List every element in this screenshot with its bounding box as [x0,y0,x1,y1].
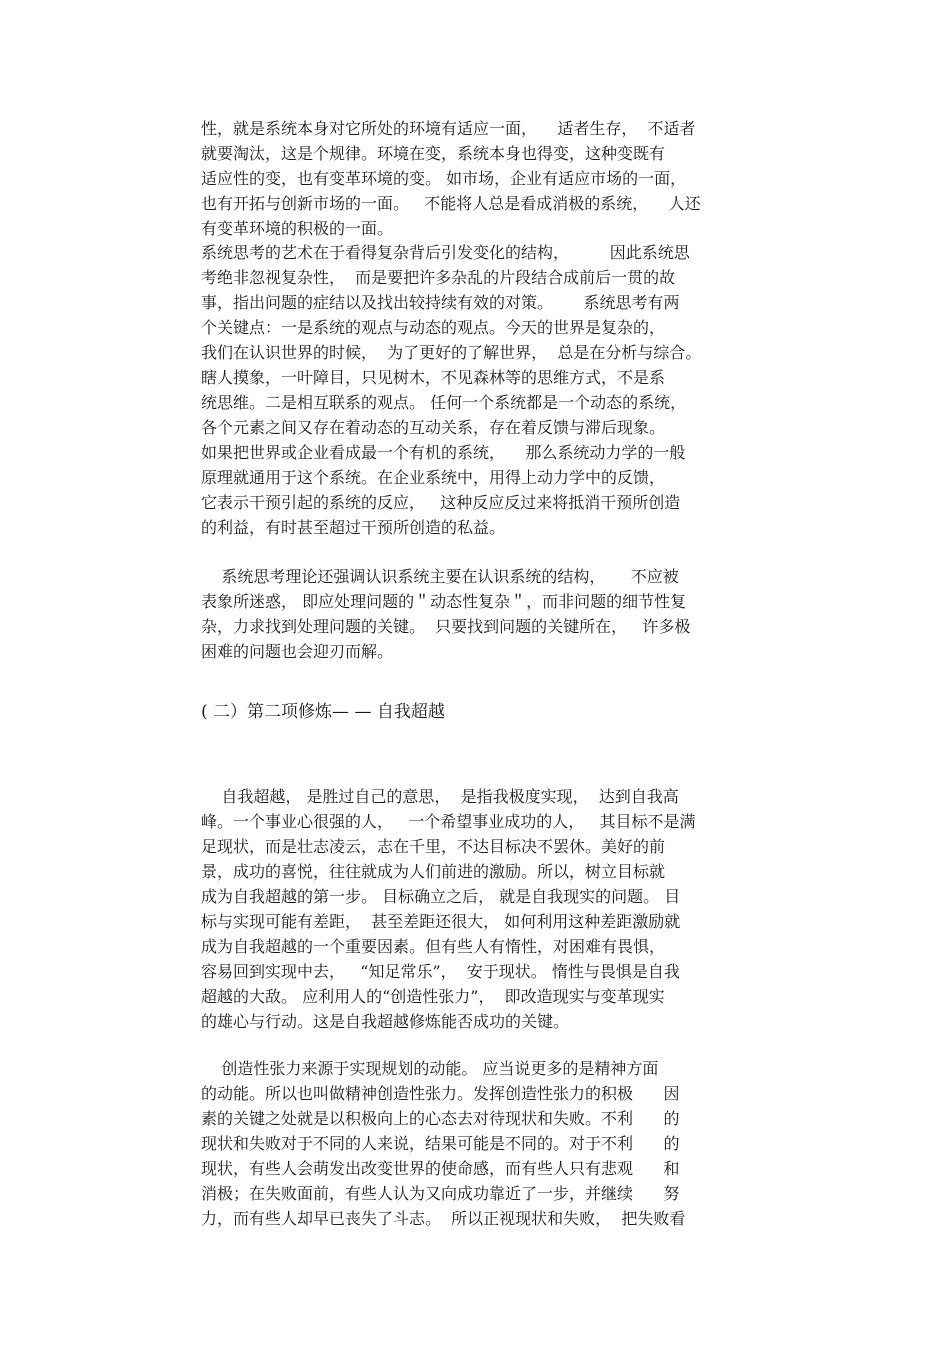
text-line: 各个元素之间又存在着动态的互动关系，存在着反馈与滞后现象。 [201,418,666,437]
text-line: 有变革环境的积极的一面。 [201,219,394,238]
text-line: 杂，力求找到处理问题的关键。 只要找到问题的关键所在， 许多极 [201,617,691,636]
text-line: 统思维。二是相互联系的观点。 任何一个系统都是一个动态的系统， [201,393,687,412]
text-line: 创造性张力来源于实现规划的动能。 应当说更多的是精神方面 [201,1059,659,1078]
text-line: 困难的问题也会迎刃而解。 [201,642,394,661]
text-line: 自我超越， 是胜过自己的意思， 是指我极度实现， 达到自我高 [201,787,679,806]
text-line: 瞎人摸象，一叶障目，只见树木，不见森林等的思维方式，不是系 [201,368,666,387]
text-line: 系统思考的艺术在于看得复杂背后引发变化的结构， 因此系统思 [201,243,690,262]
text-line: 性，就是系统本身对它所处的环境有适应一面， 适者生存， 不适者 [201,119,696,138]
text-line: 成为自我超越的第一步。 目标确立之后， 就是自我现实的问题。 目 [201,887,681,906]
text-line: 的雄心与行动。这是自我超越修炼能否成功的关键。 [201,1012,570,1031]
text-line: 景，成功的喜悦，往往就成为人们前进的激励。所以，树立目标就 [201,862,666,881]
text-line: 的利益，有时甚至超过干预所创造的私益。 [201,518,506,537]
text-line: 标与实现可能有差距， 甚至差距还很大， 如何利用这种差距激励就 [201,912,681,931]
text-line: 我们在认识世界的时候， 为了更好的了解世界， 总是在分析与综合。 [201,343,702,362]
text-line: 也有开拓与创新市场的一面。 不能将人总是看成消极的系统， 人还 [201,194,701,213]
text-line: 的动能。所以也叫做精神创造性张力。发挥创造性张力的积极 因 [201,1084,680,1103]
text-line: 超越的大敌。 应利用人的“创造性张力”， 即改造现实与变革现实 [201,987,665,1006]
text-line: 素的关键之处就是以积极向上的心态去对待现状和失败。不利 的 [201,1109,680,1128]
text-line: 它表示干预引起的系统的反应， 这种反应反过来将抵消干预所创造 [201,493,681,512]
text-line: 原理就通用于这个系统。在企业系统中，用得上动力学中的反馈， [201,468,666,487]
text-line: 事，指出问题的症结以及找出较持续有效的对策。 系统思考有两 [201,293,680,312]
text-line: 表象所迷惑， 即应处理问题的＂动态性复杂＂，而非问题的细节性复 [201,592,687,611]
text-line: 足现状，而是壮志凌云，志在千里，不达目标决不罢休。美好的前 [201,837,666,856]
text-line: 力，而有些人却早已丧失了斗志。 所以正视现状和失败， 把失败看 [201,1209,686,1228]
section-heading: ( 二）第二项修炼— — 自我超越 [201,702,445,722]
text-line: 峰。一个事业心很强的人， 一个希望事业成功的人， 其目标不是满 [201,812,696,831]
text-line: 考绝非忽视复杂性， 而是要把许多杂乱的片段结合成前后一贯的故 [201,268,676,287]
text-line: 如果把世界或企业看成最一个有机的系统， 那么系统动力学的一般 [201,443,686,462]
text-line: 适应性的变，也有变革环境的变。 如市场，企业有适应市场的一面， [201,169,687,188]
text-line: 现状，有些人会萌发出改变世界的使命感，而有些人只有悲观 和 [201,1159,680,1178]
text-line: 现状和失败对于不同的人来说，结果可能是不同的。对于不利 的 [201,1134,680,1153]
text-line: 消极；在失败面前，有些人认为又向成功靠近了一步，并继续 努 [201,1184,680,1203]
text-line: 容易回到实现中去， “知足常乐”， 安于现状。 惰性与畏惧是自我 [201,962,680,981]
text-line: 成为自我超越的一个重要因素。但有些人有惰性，对困难有畏惧， [201,937,666,956]
text-line: 系统思考理论还强调认识系统主要在认识系统的结构， 不应被 [201,567,679,586]
text-line: 个关键点：一是系统的观点与动态的观点。今天的世界是复杂的， [201,318,666,337]
text-line: 就要淘汰，这是个规律。环境在变，系统本身也得变，这种变既有 [201,144,666,163]
